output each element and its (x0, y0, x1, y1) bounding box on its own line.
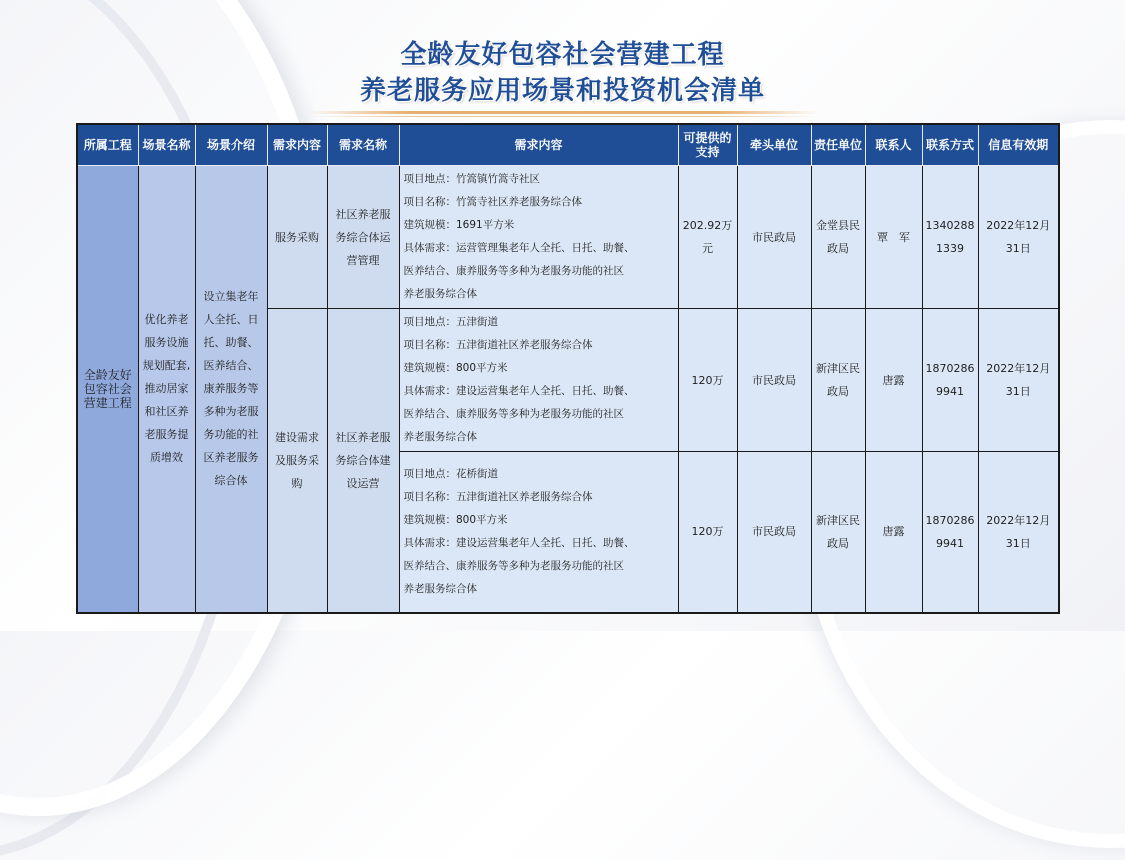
col-header-valid: 信息有效期 (978, 124, 1059, 166)
page-subtitle: 养老服务应用场景和投资机会清单 (359, 76, 765, 106)
col-header-scene-name: 场景名称 (138, 124, 195, 166)
content-line: 具体需求：运营管理集老年人全托、日托、助餐、 (403, 242, 635, 254)
table-row (77, 166, 1059, 309)
content-line: 医养结合、康养服务等多种为老服务功能的社区 (403, 408, 624, 420)
col-header-scene-intro: 场景介绍 (195, 124, 267, 166)
demand-name-cell: 社区养老服务综合体建设运营 (327, 309, 399, 613)
support-cell: 202.92万元 (678, 166, 737, 309)
content-line: 项目名称：竹篙寺社区养老服务综合体 (403, 196, 582, 208)
col-header-contact: 联系人 (865, 124, 922, 166)
phone-cell: 18702869941 (922, 452, 978, 613)
content-line: 项目名称：五津街道社区养老服务综合体 (403, 339, 593, 351)
scene-intro-cell: 设立集老年人全托、日托、助餐、医养结合、康养服务等多种为老服务功能的社区养老服务综合体 (195, 166, 267, 613)
demand-content-cell (399, 309, 678, 452)
opportunity-table (76, 123, 1060, 614)
demand-name-cell: 社区养老服务综合体运营管理 (327, 166, 399, 309)
content-line: 养老服务综合体 (403, 288, 477, 300)
col-header-demand-name: 需求名称 (327, 124, 399, 166)
content-line: 建筑规模：1691平方米 (403, 219, 515, 231)
lead-unit-cell: 市民政局 (737, 309, 811, 452)
contact-cell: 唐露 (865, 309, 922, 452)
content-line: 养老服务综合体 (403, 431, 477, 443)
demand-content-cell (399, 452, 678, 613)
col-header-support: 可提供的支持 (678, 124, 737, 166)
valid-cell: 2022年12月31日 (978, 452, 1059, 613)
col-header-phone: 联系方式 (922, 124, 978, 166)
content-line: 项目地点：花桥街道 (403, 467, 498, 480)
content-line: 项目名称：五津街道社区养老服务综合体 (403, 490, 593, 503)
responsible-unit-cell: 金堂县民政局 (811, 166, 865, 309)
content-line: 具体需求：建设运营集老年人全托、日托、助餐、 (403, 385, 635, 397)
content-line: 医养结合、康养服务等多种为老服务功能的社区 (403, 559, 624, 572)
content-line: 建筑规模：800平方米 (403, 362, 508, 374)
col-header-demand-type: 需求内容 (267, 124, 327, 166)
lead-unit-cell: 市民政局 (737, 166, 811, 309)
content-line: 项目地点：竹篙镇竹篙寺社区 (403, 173, 540, 185)
scene-name-cell: 优化养老服务设施规划配套,推动居家和社区养老服务提质增效 (138, 166, 195, 613)
col-header-responsible-unit: 责任单位 (811, 124, 865, 166)
project-cell: 全龄友好包容社会营建工程 (77, 166, 138, 613)
page-title: 全龄友好包容社会营建工程 (400, 40, 725, 70)
content-line: 建筑规模：800平方米 (403, 513, 508, 526)
content-line: 医养结合、康养服务等多种为老服务功能的社区 (403, 265, 624, 277)
title-divider (307, 116, 819, 117)
table-header-row (77, 124, 1059, 166)
content-line: 养老服务综合体 (403, 582, 477, 595)
phone-cell: 13402881339 (922, 166, 978, 309)
phone-cell: 18702869941 (922, 309, 978, 452)
demand-type-cell: 建设需求及服务采购 (267, 309, 327, 613)
title-divider (307, 111, 819, 114)
lead-unit-cell: 市民政局 (737, 452, 811, 613)
contact-cell: 唐露 (865, 452, 922, 613)
content-line: 项目地点：五津街道 (403, 316, 498, 328)
content-line: 具体需求：建设运营集老年人全托、日托、助餐、 (403, 536, 635, 549)
responsible-unit-cell: 新津区民政局 (811, 309, 865, 452)
support-cell: 120万 (678, 309, 737, 452)
col-header-project: 所属工程 (77, 124, 138, 166)
col-header-demand-content: 需求内容 (399, 124, 678, 166)
col-header-lead-unit: 牵头单位 (737, 124, 811, 166)
support-cell: 120万 (678, 452, 737, 613)
valid-cell: 2022年12月31日 (978, 166, 1059, 309)
responsible-unit-cell: 新津区民政局 (811, 452, 865, 613)
contact-cell: 覃 军 (865, 166, 922, 309)
demand-content-cell (399, 166, 678, 309)
demand-type-cell: 服务采购 (267, 166, 327, 309)
valid-cell: 2022年12月31日 (978, 309, 1059, 452)
